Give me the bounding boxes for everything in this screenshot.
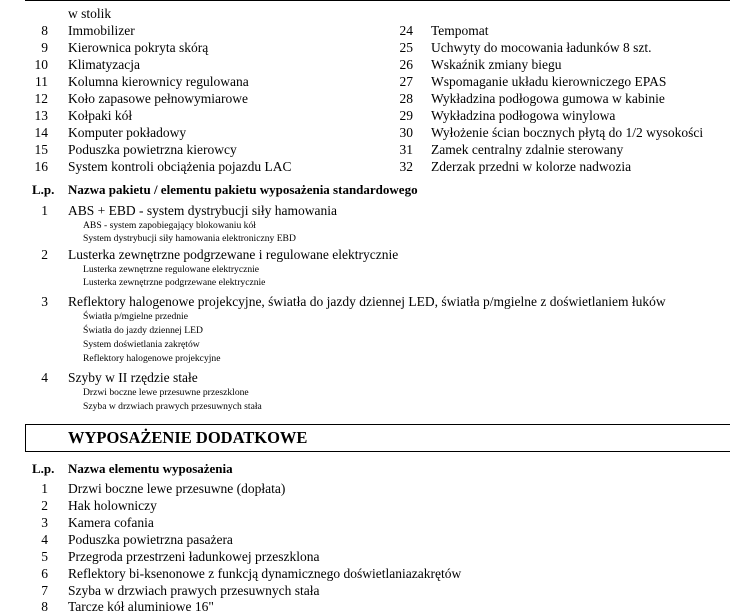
item-number: 32 xyxy=(399,159,413,174)
item-text: Wspomaganie układu kierowniczego EPAS xyxy=(431,74,667,89)
package-subitem: Reflektory halogenowe projekcyjne xyxy=(83,353,221,364)
package-subitem: Szyba w drzwiach prawych przesuwnych stała xyxy=(83,401,262,412)
item-text: Lusterka zewnętrzne podgrzewane i regulowane elektrycznie xyxy=(68,247,399,262)
item-number: 29 xyxy=(399,108,413,123)
item-text: Kołpaki kół xyxy=(68,108,133,123)
section-heading-box xyxy=(25,424,730,452)
item-text: Komputer pokładowy xyxy=(68,125,187,140)
package-subitem: ABS - system zapobiegający blokowaniu kół xyxy=(83,220,256,231)
item-number: 30 xyxy=(399,125,413,140)
item-text: Uchwyty do mocowania ładunków 8 szt. xyxy=(431,40,652,55)
item-number: 24 xyxy=(399,23,413,38)
item-text: Szyba w drzwiach prawych przesuwnych stała xyxy=(68,583,320,598)
item-text: Wyłożenie ścian bocznych płytą do 1/2 wysokości xyxy=(431,125,704,140)
item-text: Kamera cofania xyxy=(68,515,154,530)
package-subitem: Światła do jazdy dziennej LED xyxy=(83,325,203,336)
item-number: 13 xyxy=(34,108,48,123)
item-text: Przegroda przestrzeni ładunkowej przeszklona xyxy=(68,549,320,564)
item-number: 27 xyxy=(399,74,413,89)
item-number: 2 xyxy=(41,247,48,262)
item-text: Hak holowniczy xyxy=(68,498,157,513)
item-text: Wskaźnik zmiany biegu xyxy=(431,57,562,72)
item-number: 6 xyxy=(41,566,48,581)
item-text: Zderzak przedni w kolorze nadwozia xyxy=(431,159,632,174)
column-header-lp: L.p. xyxy=(32,182,55,197)
item-text: Zamek centralny zdalnie sterowany xyxy=(431,142,624,157)
item-number: 4 xyxy=(41,532,48,547)
item-text: Drzwi boczne lewe przesuwne (dopłata) xyxy=(68,481,286,496)
top-rule xyxy=(25,0,730,1)
item-text: ABS + EBD - system dystrybucji siły hamowania xyxy=(68,203,337,218)
item-text: Poduszka powietrzna kierowcy xyxy=(68,142,237,157)
package-subitem: Drzwi boczne lewe przesuwne przeszklone xyxy=(83,387,249,398)
item-text: System kontroli obciążenia pojazdu LAC xyxy=(68,159,292,174)
item-number: 3 xyxy=(41,294,48,309)
item-number: 8 xyxy=(41,23,48,38)
package-subitem: Światła p/mgielne przednie xyxy=(83,311,188,322)
item-number: 14 xyxy=(34,125,48,140)
item-number: 5 xyxy=(41,549,48,564)
item-number: 7 xyxy=(41,583,48,598)
item-number: 1 xyxy=(41,481,48,496)
item-text: Kolumna kierownicy regulowana xyxy=(68,74,249,89)
section-title: WYPOSAŻENIE DODATKOWE xyxy=(68,428,308,447)
item-text: Wykładzina podłogowa gumowa w kabinie xyxy=(431,91,665,106)
column-header-name: Nazwa pakietu / elementu pakietu wyposażenia standardowego xyxy=(68,182,418,197)
item-number: 9 xyxy=(41,40,48,55)
item-text: Szyby w II rzędzie stałe xyxy=(68,370,198,385)
column-header-name: Nazwa elementu wyposażenia xyxy=(68,461,233,476)
item-number: 8 xyxy=(41,599,48,614)
item-number: 16 xyxy=(34,159,48,174)
item-number: 3 xyxy=(41,515,48,530)
item-number: 4 xyxy=(41,370,48,385)
item-number: 1 xyxy=(41,203,48,218)
item-number: 10 xyxy=(34,57,48,72)
package-subitem: Lusterka zewnętrzne podgrzewane elektrycznie xyxy=(83,277,266,288)
item-text: Wykładzina podłogowa winylowa xyxy=(431,108,616,123)
column-header-lp: L.p. xyxy=(32,461,55,476)
item-number: 12 xyxy=(34,91,48,106)
item-text: Poduszka powietrzna pasażera xyxy=(68,532,233,547)
item-number: 25 xyxy=(399,40,413,55)
list-continuation: w stolik xyxy=(68,6,112,21)
package-subitem: System dystrybucji siły hamowania elektroniczny EBD xyxy=(83,233,296,244)
item-text: Tempomat xyxy=(431,23,489,38)
item-number: 31 xyxy=(399,142,413,157)
item-text: Tarcze kół aluminiowe 16" xyxy=(68,599,214,614)
item-number: 2 xyxy=(41,498,48,513)
item-text: Reflektory bi-ksenonowe z funkcją dynamicznego doświetlaniazakrętów xyxy=(68,566,462,581)
item-text: Kierownica pokryta skórą xyxy=(68,40,209,55)
package-subitem: System doświetlania zakrętów xyxy=(83,339,200,350)
item-text: Koło zapasowe pełnowymiarowe xyxy=(68,91,248,106)
package-subitem: Lusterka zewnętrzne regulowane elektrycznie xyxy=(83,264,260,275)
item-number: 15 xyxy=(34,142,48,157)
item-text: Reflektory halogenowe projekcyjne, światła do jazdy dziennej LED, światła p/mgielne z doświetlaniem łuków xyxy=(68,294,666,309)
item-number: 28 xyxy=(399,91,413,106)
item-text: Immobilizer xyxy=(68,23,135,38)
item-text: Klimatyzacja xyxy=(68,57,140,72)
item-number: 11 xyxy=(35,74,48,89)
item-number: 26 xyxy=(399,57,413,72)
